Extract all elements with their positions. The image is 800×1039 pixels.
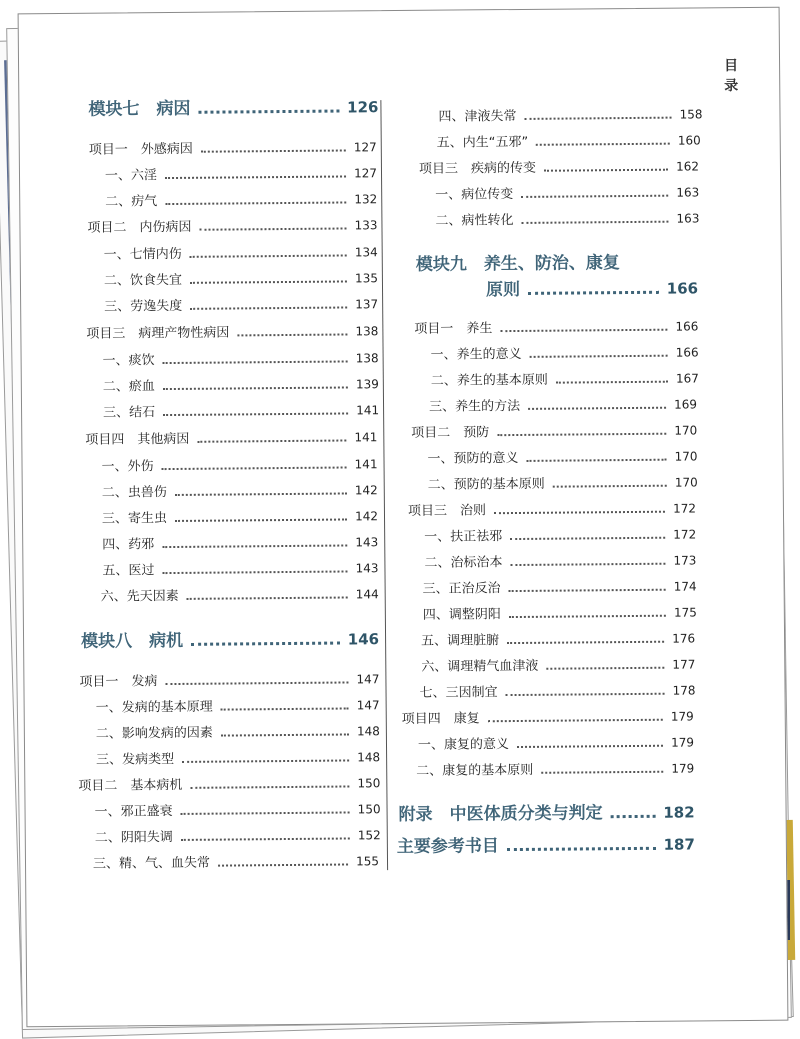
toc-item[interactable]: 二、虫兽伤 142 bbox=[101, 483, 378, 501]
toc-item[interactable]: 一、发病的基本原理 147 bbox=[95, 698, 380, 716]
toc-item[interactable]: 六、先天因素 144 bbox=[100, 587, 379, 605]
toc-item[interactable]: 四、调整阴阳 175 bbox=[422, 605, 697, 623]
running-title: 目 录 bbox=[724, 57, 747, 95]
toc-module-references[interactable]: 主要参考书目 187 bbox=[396, 835, 695, 858]
toc-item[interactable]: 二、疠气 132 bbox=[105, 192, 378, 210]
toc-item[interactable]: 五、医过 143 bbox=[102, 561, 379, 579]
toc-item[interactable]: 三、寄生虫 142 bbox=[101, 509, 379, 527]
toc-item[interactable]: 二、影响发病的因素 148 bbox=[95, 724, 380, 742]
toc-project[interactable]: 项目四 其他病因 141 bbox=[85, 430, 378, 448]
toc-item[interactable]: 一、预防的意义 170 bbox=[427, 449, 698, 467]
toc-item[interactable]: 三、发病类型 148 bbox=[96, 750, 381, 768]
toc-project[interactable]: 项目一 外感病因 127 bbox=[88, 140, 377, 158]
toc-item[interactable]: 四、津液失常 158 bbox=[438, 107, 703, 125]
toc-page bbox=[18, 7, 787, 1026]
toc-item[interactable]: 二、治标治本 173 bbox=[424, 553, 697, 571]
toc-project[interactable]: 项目二 内伤病因 133 bbox=[87, 218, 378, 236]
toc-item[interactable]: 四、药邪 143 bbox=[102, 535, 379, 553]
toc-item[interactable]: 一、痰饮 138 bbox=[102, 351, 379, 369]
toc-project[interactable]: 项目四 康复 179 bbox=[401, 709, 694, 728]
toc-item[interactable]: 六、调理精气血津液 177 bbox=[421, 657, 696, 675]
toc-module[interactable]: 模块七 病因 126 bbox=[88, 98, 379, 120]
toc-item[interactable]: 二、阴阳失调 152 bbox=[94, 828, 381, 846]
toc-item[interactable]: 一、七情内伤 134 bbox=[103, 245, 378, 263]
toc-item[interactable]: 二、预防的基本原则 170 bbox=[427, 475, 698, 493]
toc-item[interactable]: 五、内生“五邪” 160 bbox=[436, 133, 701, 151]
toc-project[interactable]: 项目一 发病 147 bbox=[79, 672, 380, 690]
toc-item[interactable]: 一、养生的意义 166 bbox=[430, 345, 699, 363]
toc-module[interactable]: 原则 166 bbox=[485, 279, 699, 301]
toc-module[interactable]: 模块八 病机 146 bbox=[80, 630, 380, 652]
toc-project[interactable]: 项目三 病理产物性病因 138 bbox=[86, 324, 379, 342]
toc-item[interactable]: 三、劳逸失度 137 bbox=[104, 297, 379, 315]
toc-module-heading[interactable]: 模块九 养生、防治、康复 bbox=[415, 253, 620, 275]
toc-item[interactable]: 三、精、气、血失常 155 bbox=[92, 854, 380, 872]
column-divider bbox=[380, 100, 388, 870]
toc-item[interactable]: 一、病位传变 163 bbox=[435, 185, 700, 203]
toc-project[interactable]: 项目三 治则 172 bbox=[407, 501, 697, 519]
toc-item[interactable]: 二、康复的基本原则 179 bbox=[416, 761, 695, 779]
toc-item[interactable]: 一、六淫 127 bbox=[104, 166, 378, 184]
toc-item[interactable]: 三、正治反治 174 bbox=[422, 579, 697, 597]
toc-project[interactable]: 项目一 养生 166 bbox=[414, 319, 699, 337]
toc-item[interactable]: 二、瘀血 139 bbox=[102, 377, 379, 395]
toc-project[interactable]: 项目二 预防 170 bbox=[411, 423, 698, 441]
toc-project[interactable]: 项目二 基本病机 150 bbox=[78, 776, 381, 794]
toc-project[interactable]: 项目三 疾病的传变 162 bbox=[418, 159, 700, 177]
toc-module-appendix[interactable]: 附录 中医体质分类与判定 182 bbox=[398, 803, 695, 826]
toc-item[interactable]: 二、饮食失宜 135 bbox=[103, 271, 378, 289]
toc-item[interactable]: 三、养生的方法 169 bbox=[428, 397, 698, 415]
toc-item[interactable]: 一、外伤 141 bbox=[101, 457, 378, 475]
toc-item[interactable]: 五、调理脏腑 176 bbox=[421, 631, 696, 649]
toc-item[interactable]: 二、病性转化 163 bbox=[435, 211, 700, 229]
toc-item[interactable]: 二、养生的基本原则 167 bbox=[430, 371, 699, 389]
toc-item[interactable]: 三、结石 141 bbox=[103, 403, 380, 421]
toc-item[interactable]: 一、扶正祛邪 172 bbox=[424, 527, 697, 545]
toc-item[interactable]: 七、三因制宜 178 bbox=[419, 683, 696, 701]
toc-item[interactable]: 一、邪正盛衰 150 bbox=[94, 802, 381, 820]
toc-item[interactable]: 一、康复的意义 179 bbox=[417, 735, 695, 753]
